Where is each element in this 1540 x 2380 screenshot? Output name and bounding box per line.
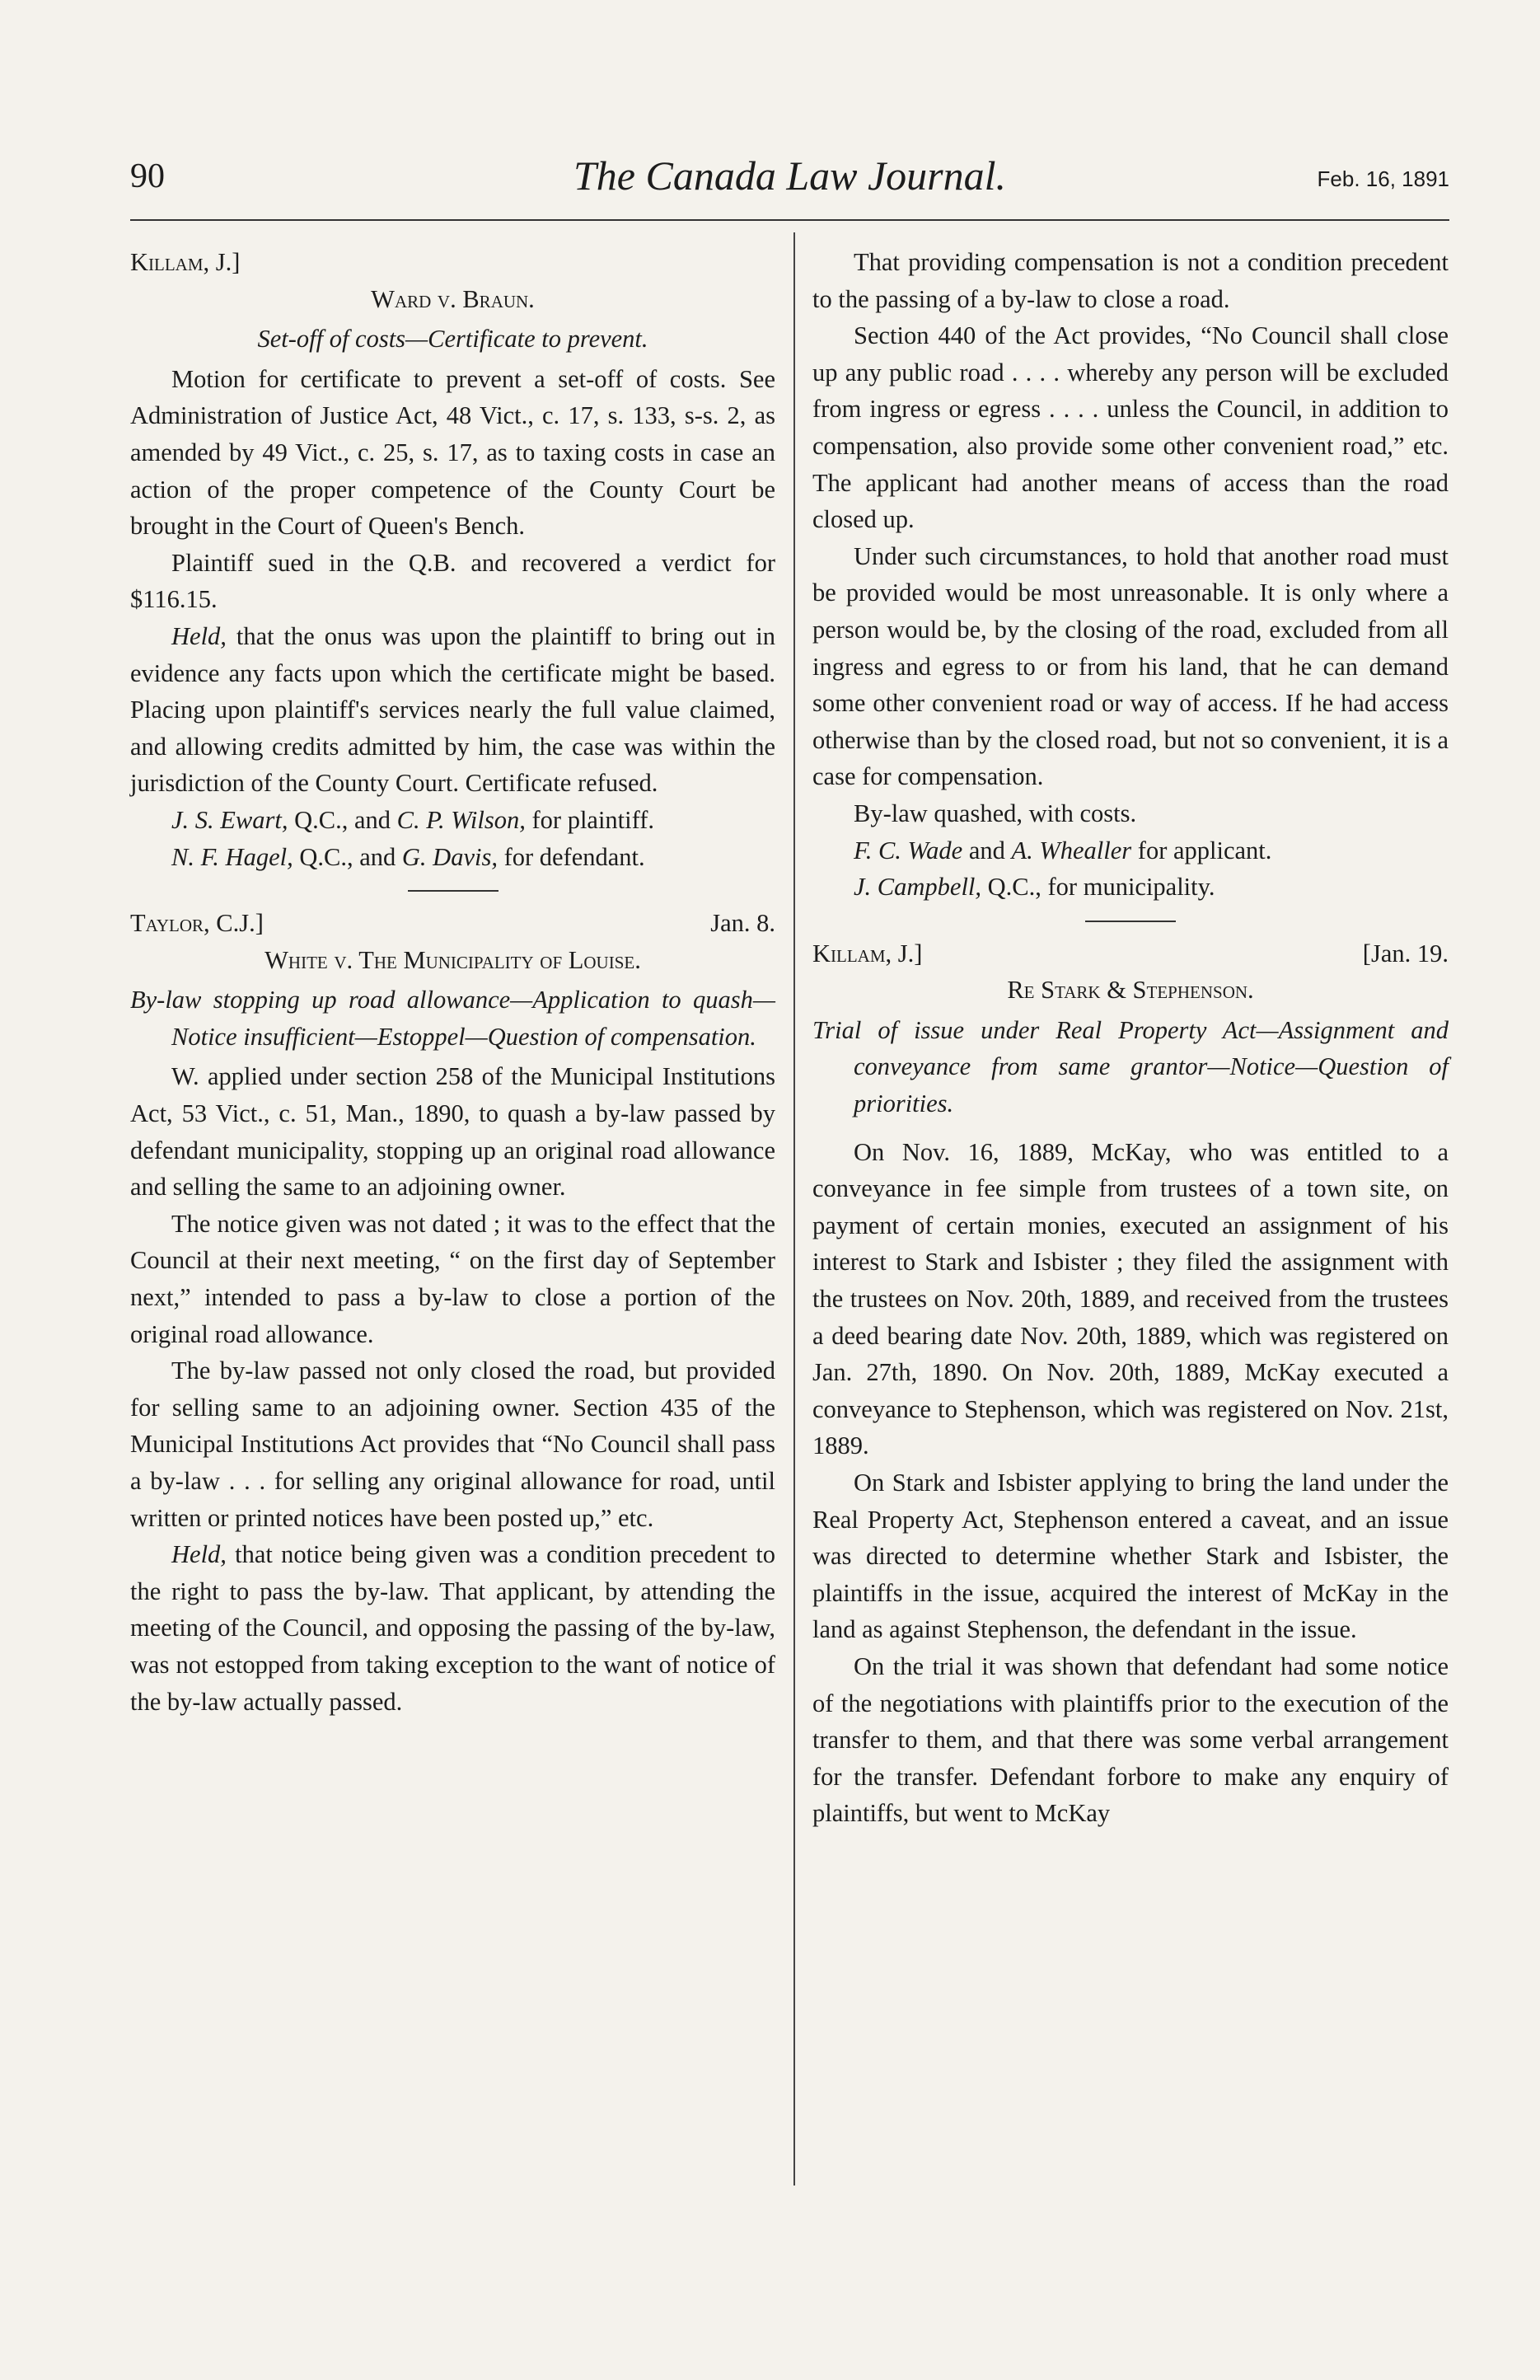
paragraph: Under such circumstances, to hold that another road must be provided would be most unreasonable. It is only where a person would be, by the closing of the road, excluded from all ingress and egress to or from his land, that he can demand some other convenient road or way of access. If he had access otherwise than by the closed road, but not so convenient, it is a case for compensation. (812, 541, 1449, 791)
paragraph: The by-law passed not only closed the road, but provided for selling same to an adjoining owner. Section 435 of the Municipal Institutions Act provides that “No Council shall pass a by-law . . . for selling any original allowance for road, until written or printed notices have been posted up,” etc. (130, 1356, 775, 1532)
counsel-line: J. Campbell, Q.C., for municipality. (854, 873, 1215, 902)
case-date: Jan. 8. (710, 909, 775, 938)
paragraph: Motion for certificate to prevent a set-off of costs. See Administration of Justice Act, 48 Vict., c. 17, s. 133, s-s. 2, as amended by 49 Vict., c. 25, s. 17, as to taxing costs in case an action of the proper competence of the County Court be brought in the Court of Queen's Bench. (130, 364, 775, 541)
paragraph: That providing compensation is not a condition precedent to the passing of a by-law to close a road. (812, 248, 1449, 313)
section-separator (408, 890, 499, 892)
judge: Killam, J.] (812, 939, 923, 967)
case-date: [Jan. 19. (1362, 939, 1449, 967)
judge: Killam, J.] (130, 248, 241, 276)
paragraph: W. applied under section 258 of the Municipal Institutions Act, 53 Vict., c. 51, Man., 1890, to quash a by-law passed by defendant municipality, stopping up an original road allowance and selling the same to an adjoining owner. (130, 1062, 775, 1202)
case-title: Re Stark & Stephenson. (1007, 976, 1254, 1005)
case-judge-line (812, 935, 1449, 972)
section-separator (1085, 921, 1176, 922)
paragraph: On Stark and Isbister applying to bring the land under the Real Property Act, Stephenson entered a caveat, and an issue was directed to determine whether Stark and Isbister, the plaintiffs in the issue, acquired the interest of McKay in the land as against Stephenson, the defendant in the issue. (812, 1469, 1449, 1644)
counsel-line: N. F. Hagel, Q.C., and G. Davis, for defendant. (171, 842, 645, 871)
headnote: Trial of issue under Real Property Act—Assignment and conveyance from same grantor—Notice—Question of priorities. (812, 1015, 1449, 1118)
journal-title: The Canada Law Journal. (573, 152, 1007, 199)
judge: Taylor, C.J.] (130, 909, 264, 938)
case-judge-line (130, 905, 775, 942)
page-number: 90 (130, 157, 165, 195)
held-word: Held, (171, 1540, 227, 1569)
case-title: White v. The Municipality of Louise. (264, 945, 641, 974)
paragraph: Section 440 of the Act provides, “No Council shall close up any public road . . . . whereby any person will be excluded from ingress or egress . . . . unless the Council, in addition to compensation, also provide some other convenient road,” etc. The applicant had another means of access than the road closed up. (812, 321, 1449, 534)
right-column (812, 244, 1449, 1832)
held-paragraph: Held, that the onus was upon the plaintiff to bring out in evidence any facts upon which the certificate might be based. Placing upon plaintiff's services nearly the full value claimed, and allowing credits admitted by him, the case was within the jurisdiction of the County Court. Certificate refused. (130, 621, 775, 798)
case-judge-line (130, 244, 775, 281)
paragraph: Plaintiff sued in the Q.B. and recovered a verdict for $116.15. (130, 548, 775, 614)
page-header (130, 148, 1449, 206)
held-word: Held, (171, 621, 227, 650)
issue-date: Feb. 16, 1891 (1317, 166, 1449, 191)
counsel-line: F. C. Wade and A. Whealler for applicant. (854, 836, 1272, 864)
paragraph: By-law quashed, with costs. (854, 799, 1137, 827)
counsel-line: J. S. Ewart, Q.C., and C. P. Wilson, for plaintiff. (171, 805, 655, 834)
headnote: By-law stopping up road allowance—Application to quash—Notice insufficient—Estoppel—Question of compensation. (130, 986, 775, 1051)
paragraph: The notice given was not dated ; it was to the effect that the Council at their next meeting, “ on the first day of September next,” intended to pass a by-law to close a portion of the original road allowance. (130, 1209, 775, 1348)
paragraph: On Nov. 16, 1889, McKay, who was entitled to a conveyance in fee simple from trustees of a town site, on payment of certain monies, executed an assignment of his interest to Stark and Isbister ; they filed the assignment with the trustees on Nov. 20th, 1889, and received from the trustees a deed bearing date Nov. 20th, 1889, which was registered on Jan. 27th, 1890. On Nov. 20th, 1889, McKay executed a conveyance to Stephenson, which was registered on Nov. 21st, 1889. (812, 1137, 1449, 1460)
paragraph: On the trial it was shown that defendant had some notice of the negotiations with plaintiffs prior to the execution of the transfer to them, and that there was some verbal arrangement for the transfer. Defendant forbore to make any enquiry of plaintiffs, but went to McKay (812, 1651, 1449, 1828)
header-rule (130, 219, 1449, 221)
headnote: Set-off of costs—Certificate to prevent. (257, 325, 648, 354)
left-column (130, 244, 775, 1720)
column-divider (793, 232, 795, 2186)
held-paragraph: Held, that notice being given was a condition precedent to the right to pass the by-law. That applicant, by attending the meeting of the Council, and opposing the passing of the by-law, was not estopped from taking exception to the want of notice of the by-law actually passed. (130, 1540, 775, 1716)
case-title: Ward v. Braun. (371, 284, 535, 313)
